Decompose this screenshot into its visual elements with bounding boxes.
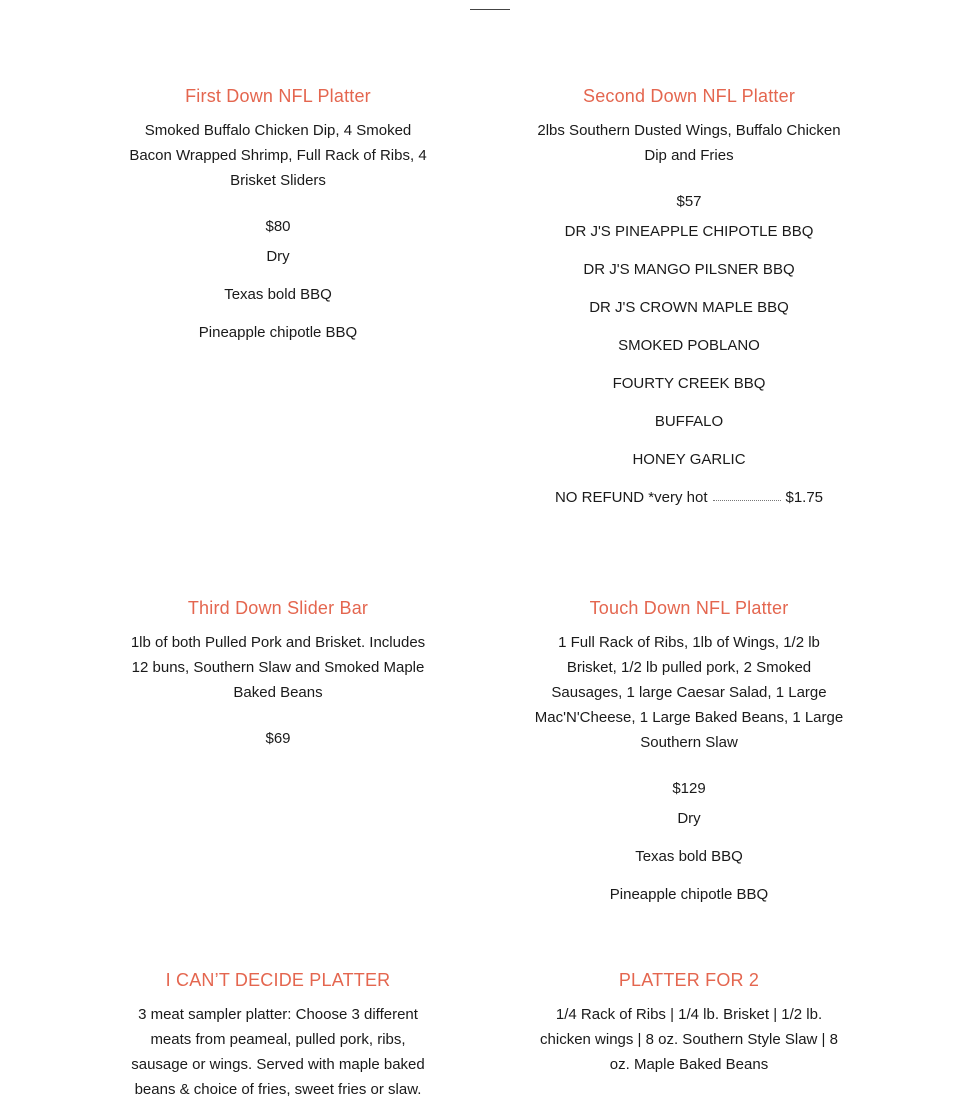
option-item: Dry bbox=[677, 810, 701, 827]
option-item: DR J'S CROWN MAPLE BBQ bbox=[589, 299, 789, 316]
item-description: 1 Full Rack of Ribs, 1lb of Wings, 1/2 lb Brisket, 1/2 lb pulled pork, 2 Smoked Sausages, 1 large Caesar Salad, 1 Large Mac'N'Cheese, 1 Large Baked Beans, 1 Large Southern Slaw bbox=[534, 634, 844, 751]
options-list bbox=[128, 247, 428, 343]
menu-item-cant-decide bbox=[128, 968, 428, 1102]
option-label: NO REFUND *very hot bbox=[554, 489, 708, 506]
item-price: $80 bbox=[265, 218, 291, 235]
item-title: I CAN’T DECIDE PLATTER bbox=[165, 970, 391, 990]
menu-item-second-down bbox=[534, 84, 844, 526]
item-description: Smoked Buffalo Chicken Dip, 4 Smoked Bacon Wrapped Shrimp, Full Rack of Ribs, 4 Brisket Sliders bbox=[129, 122, 427, 189]
option-item: Texas bold BBQ bbox=[224, 286, 332, 303]
option-item: HONEY GARLIC bbox=[632, 451, 746, 468]
item-description: 3 meat sampler platter: Choose 3 different meats from peameal, pulled pork, ribs, sausage or wings. Served with maple baked beans & choice of fries, sweet fries or slaw. bbox=[131, 1006, 425, 1098]
option-item: Texas bold BBQ bbox=[635, 848, 743, 865]
menu-item-third-down bbox=[128, 596, 428, 749]
option-item: Pineapple chipotle BBQ bbox=[609, 886, 769, 903]
options-list bbox=[534, 809, 844, 905]
item-title: Touch Down NFL Platter bbox=[589, 598, 789, 618]
option-item: FOURTY CREEK BBQ bbox=[612, 375, 766, 392]
option-price: $1.75 bbox=[785, 489, 824, 506]
top-divider bbox=[470, 9, 510, 10]
menu-item-platter-for-2 bbox=[539, 968, 839, 1077]
menu-item-touch-down bbox=[534, 596, 844, 923]
menu-item-first-down bbox=[128, 84, 428, 361]
option-item: DR J'S PINEAPPLE CHIPOTLE BBQ bbox=[564, 223, 814, 240]
item-description: 2lbs Southern Dusted Wings, Buffalo Chicken Dip and Fries bbox=[537, 122, 841, 164]
dot-leader bbox=[713, 500, 781, 501]
item-title: PLATTER FOR 2 bbox=[618, 970, 760, 990]
option-item: BUFFALO bbox=[654, 413, 724, 430]
item-title: First Down NFL Platter bbox=[185, 86, 371, 106]
option-item: SMOKED POBLANO bbox=[618, 337, 760, 354]
item-title: Third Down Slider Bar bbox=[187, 598, 369, 618]
item-price: $57 bbox=[676, 193, 702, 210]
item-description: 1lb of both Pulled Pork and Brisket. Includes 12 buns, Southern Slaw and Smoked Maple Baked Beans bbox=[130, 634, 426, 701]
item-title: Second Down NFL Platter bbox=[582, 86, 796, 106]
option-item: Dry bbox=[266, 248, 290, 265]
option-item: DR J'S MANGO PILSNER BBQ bbox=[583, 261, 795, 278]
item-description: 1/4 Rack of Ribs | 1/4 lb. Brisket | 1/2 lb. chicken wings | 8 oz. Southern Style Slaw | 8 oz. Maple Baked Beans bbox=[540, 1006, 838, 1073]
option-item-with-price bbox=[534, 488, 844, 508]
option-item: Pineapple chipotle BBQ bbox=[198, 324, 358, 341]
item-price: $69 bbox=[265, 730, 291, 747]
options-list bbox=[534, 222, 844, 508]
item-price: $129 bbox=[672, 780, 706, 797]
